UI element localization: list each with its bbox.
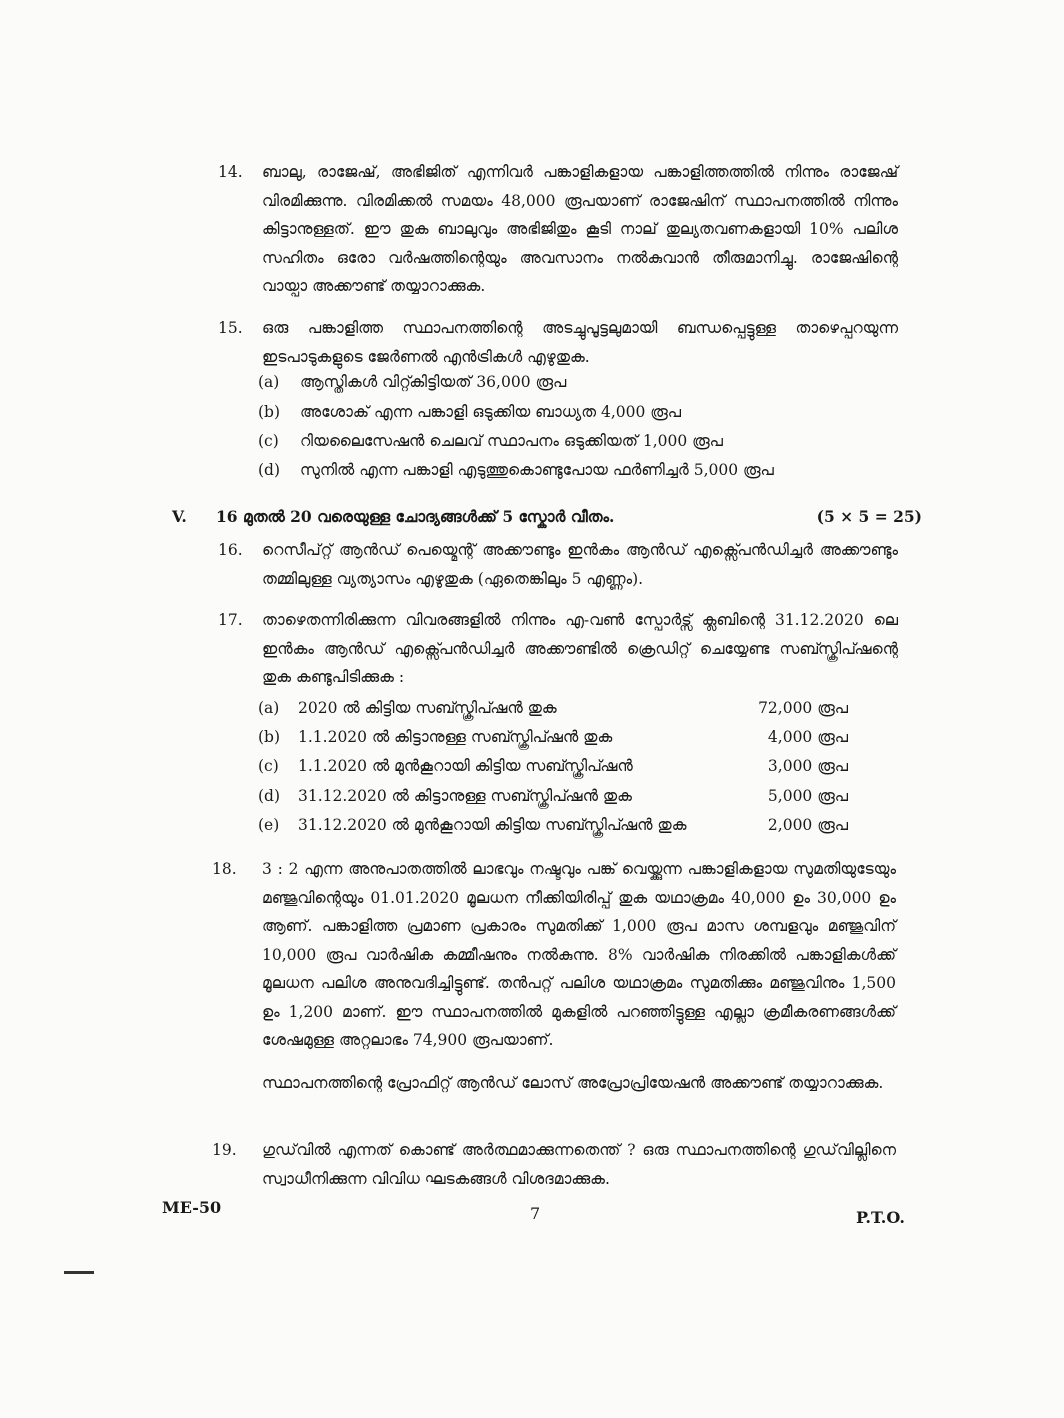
option-text: 1.1.2020 ൽ മുൻകൂറായി കിട്ടിയ സബ്സ്ക്രിപ്ഷൻ [298,757,633,775]
question-16 [218,536,898,596]
question-number: 18. [212,860,237,878]
option-label: (b) [258,403,281,421]
question-text: ഒരു പങ്കാളിത്ത സ്ഥാപനത്തിന്റെ അടച്ചുപൂട്ടലുമായി ബന്ധപ്പെട്ടുള്ള താഴെപ്പറയുന്ന ഇടപാടുകളുടെ ജേർണൽ എൻട്രികൾ എഴുതുക. [262,319,898,366]
option-label: (b) [258,728,281,746]
section-marks: (5 × 5 = 25) [816,507,922,526]
option-amount: 5,000 രൂപ [767,787,848,805]
page-number: 7 [530,1204,541,1223]
option-label: (e) [258,816,280,834]
option-17a [258,694,848,722]
option-amount: 4,000 രൂപ [767,728,848,746]
scan-mark [64,1271,94,1274]
option-label: (d) [258,461,281,479]
option-17b [258,723,848,751]
question-text: ബാലു, രാജേഷ്, അഭിജിത് എന്നിവർ പങ്കാളികളായ പങ്കാളിത്തത്തിൽ നിന്നും രാജേഷ് വിരമിക്കുന്നു. വിരമിക്കൽ സമയം 48,000 രൂപയാണ് രാജേഷിന് സ്ഥാപനത്തിൽ നിന്നും കിട്ടാനുള്ളത്. ഈ തുക ബാലുവും അഭിജിതും കൂടി നാല് തുല്യതവണകളായി 10% പലിശ സഹിതം ഒരോ വർഷത്തിന്റെയും അവസാനം നൽകുവാൻ തീരുമാനിച്ചു. രാജേഷിന്റെ വായ്പാ അക്കൗണ്ട് തയ്യാറാക്കുക. [262,163,898,295]
option-text: 31.12.2020 ൽ കിട്ടാനുള്ള സബ്സ്ക്രിപ്ഷൻ തുക [298,787,632,805]
option-amount: 2,000 രൂപ [767,816,848,834]
question-19 [212,1136,896,1196]
option-label: (c) [258,757,279,775]
question-17 [218,606,898,694]
option-label: (a) [258,373,280,391]
option-text: റിയലൈസേഷൻ ചെലവ് സ്ഥാപനം ഒടുക്കിയത് 1,000 രൂപ [300,432,723,450]
question-number: 19. [212,1141,237,1159]
option-17e [258,811,848,839]
paper-code: ME-50 [162,1198,222,1217]
question-text-instruction: സ്ഥാപനത്തിന്റെ പ്രോഫിറ്റ് ആൻഡ് ലോസ് അപ്രോപ്രിയേഷൻ അക്കൗണ്ട് തയ്യാറാക്കുക. [262,1074,884,1092]
pto-label: P.T.O. [856,1208,905,1227]
option-15d [258,456,878,484]
section-header [172,507,922,533]
question-number: 15. [218,319,243,337]
option-amount: 72,000 രൂപ [758,699,848,717]
question-number: 14. [218,163,243,181]
question-number: 16. [218,541,243,559]
question-text: താഴെതന്നിരിക്കുന്ന വിവരങ്ങളിൽ നിന്നും എ-വൺ സ്പോർട്സ് ക്ലബിന്റെ 31.12.2020 ലെ ഇൻകം ആൻഡ് എക്സ്പെൻഡിച്ചർ അക്കൗണ്ടിൽ ക്രെഡിറ്റ് ചെയ്യേണ്ട സബ്സ്ക്രിപ്ഷന്റെ തുക കണ്ടുപിടിക്കുക : [262,611,898,686]
question-text: ഗുഡ്‌വിൽ എന്നത് കൊണ്ട് അർത്ഥമാക്കുന്നതെന്ത് ? ഒരു സ്ഥാപനത്തിന്റെ ഗുഡ്‌വില്ലിനെ സ്വാധീനിക്കുന്ന വിവിധ ഘടകങ്ങൾ വിശദമാക്കുക. [262,1141,896,1188]
option-17c [258,752,848,780]
option-15c [258,427,878,455]
option-15b [258,398,878,426]
option-label: (d) [258,787,281,805]
question-14 [218,158,898,304]
option-text: 2020 ൽ കിട്ടിയ സബ്സ്ക്രിപ്ഷൻ തുക [298,699,557,717]
question-15 [218,314,898,374]
option-text: 1.1.2020 ൽ കിട്ടാനുള്ള സബ്സ്ക്രിപ്ഷൻ തുക [298,728,613,746]
question-18 [212,855,896,1115]
option-label: (a) [258,699,280,717]
option-text: സുനിൽ എന്ന പങ്കാളി എടുത്തുകൊണ്ടുപോയ ഫർണിച്ചർ 5,000 രൂപ [300,461,774,479]
option-label: (c) [258,432,279,450]
question-text: 3 : 2 എന്ന അനുപാതത്തിൽ ലാഭവും നഷ്ടവും പങ്ക് വെയ്ക്കുന്ന പങ്കാളികളായ സുമതിയുടേയും മഞ്ജുവിന്റെയും 01.01.2020 മൂലധന നീക്കിയിരിപ്പ് തുക യഥാക്രമം 40,000 ഉം 30,000 ഉം ആണ്. പങ്കാളിത്ത പ്രമാണ പ്രകാരം സുമതിക്ക് 1,000 രൂപ മാസ ശമ്പളവും മഞ്ജുവിന് 10,000 രൂപ വാർഷിക കമ്മീഷനും നൽകുന്നു. 8% വാർഷിക നിരക്കിൽ പങ്കാളികൾക്ക് മൂലധന പലിശ അനുവദിച്ചിട്ടുണ്ട്. തൻപറ്റ് പലിശ യഥാക്രമം സുമതിക്കും മഞ്ജുവിനും 1,500 ഉം 1,200 മാണ്. ഈ സ്ഥാപനത്തിൽ മുകളിൽ പറഞ്ഞിട്ടുള്ള എല്ലാ ക്രമീകരണങ്ങൾക്ക് ശേഷമുള്ള അറ്റലാഭം 74,900 രൂപയാണ്. [262,860,896,1049]
option-text: 31.12.2020 ൽ മുൻകൂറായി കിട്ടിയ സബ്സ്ക്രിപ്ഷൻ തുക [298,816,687,834]
section-title: 16 മുതൽ 20 വരെയുള്ള ചോദ്യങ്ങൾക്ക് 5 സ്കോർ വീതം. [216,507,615,526]
option-amount: 3,000 രൂപ [767,757,848,775]
section-label: V. [172,507,187,526]
option-17d [258,782,848,810]
question-text: റെസീപ്റ്റ് ആൻഡ് പെയ്മെന്റ് അക്കൗണ്ടും ഇൻകം ആൻഡ് എക്സ്പെൻഡിച്ചർ അക്കൗണ്ടും തമ്മിലുള്ള വ്യത്യാസം എഴുതുക (ഏതെങ്കിലും 5 എണ്ണം). [262,541,898,588]
option-text: അശോക് എന്ന പങ്കാളി ഒടുക്കിയ ബാധ്യത 4,000 രൂപ [300,403,682,421]
option-15a [258,368,878,396]
option-text: ആസ്തികൾ വിറ്റ്കിട്ടിയത് 36,000 രൂപ [300,373,567,391]
question-number: 17. [218,611,243,629]
